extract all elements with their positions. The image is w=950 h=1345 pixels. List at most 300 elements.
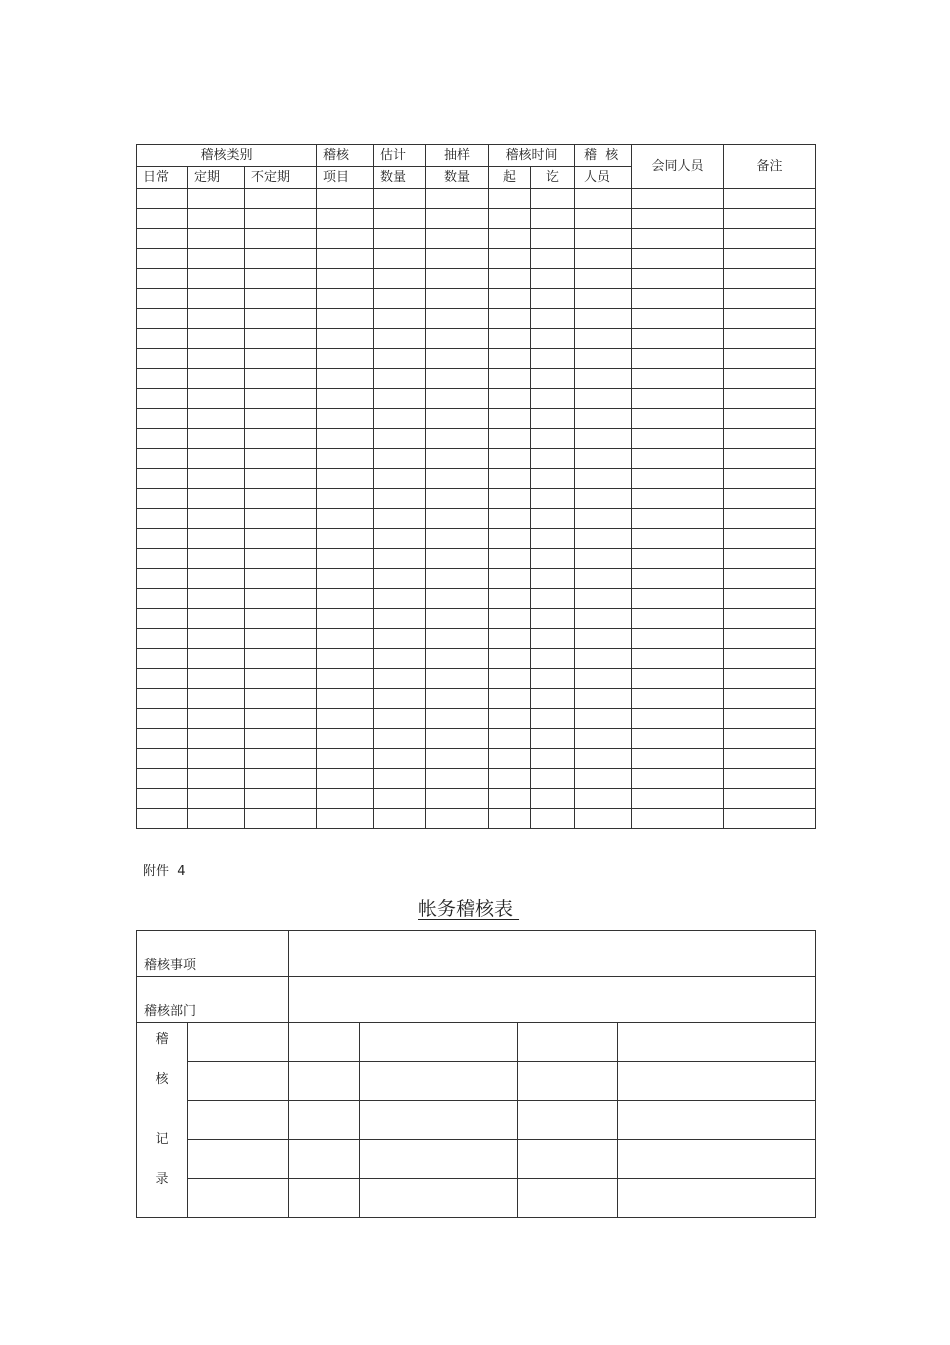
schedule-cell[interactable] [426, 329, 489, 349]
schedule-cell[interactable] [137, 629, 188, 649]
audit-record-cell[interactable] [360, 1179, 518, 1218]
schedule-cell[interactable] [137, 609, 188, 629]
schedule-cell[interactable] [531, 689, 575, 709]
schedule-cell[interactable] [374, 729, 426, 749]
schedule-cell[interactable] [489, 789, 531, 809]
schedule-cell[interactable] [374, 409, 426, 429]
schedule-cell[interactable] [426, 409, 489, 429]
schedule-cell[interactable] [188, 509, 245, 529]
schedule-cell[interactable] [426, 669, 489, 689]
schedule-cell[interactable] [374, 249, 426, 269]
audit-record-cell[interactable] [518, 1101, 618, 1140]
schedule-cell[interactable] [531, 409, 575, 429]
schedule-cell[interactable] [575, 409, 632, 429]
schedule-cell[interactable] [489, 389, 531, 409]
schedule-cell[interactable] [575, 329, 632, 349]
schedule-cell[interactable] [632, 369, 724, 389]
schedule-cell[interactable] [489, 409, 531, 429]
schedule-cell[interactable] [724, 329, 816, 349]
schedule-cell[interactable] [531, 249, 575, 269]
schedule-cell[interactable] [632, 229, 724, 249]
schedule-cell[interactable] [531, 569, 575, 589]
schedule-cell[interactable] [426, 309, 489, 329]
schedule-cell[interactable] [137, 369, 188, 389]
schedule-cell[interactable] [724, 349, 816, 369]
schedule-cell[interactable] [531, 609, 575, 629]
schedule-cell[interactable] [137, 209, 188, 229]
schedule-cell[interactable] [374, 449, 426, 469]
schedule-cell[interactable] [632, 569, 724, 589]
audit-record-cell[interactable] [618, 1101, 816, 1140]
schedule-cell[interactable] [374, 369, 426, 389]
schedule-cell[interactable] [426, 609, 489, 629]
schedule-cell[interactable] [575, 549, 632, 569]
schedule-cell[interactable] [374, 769, 426, 789]
schedule-cell[interactable] [426, 589, 489, 609]
schedule-cell[interactable] [632, 509, 724, 529]
schedule-cell[interactable] [426, 769, 489, 789]
schedule-cell[interactable] [632, 389, 724, 409]
schedule-cell[interactable] [575, 569, 632, 589]
audit-record-cell[interactable] [618, 1179, 816, 1218]
schedule-cell[interactable] [531, 589, 575, 609]
schedule-cell[interactable] [188, 469, 245, 489]
audit-record-cell[interactable] [618, 1140, 816, 1179]
schedule-cell[interactable] [188, 669, 245, 689]
schedule-cell[interactable] [489, 769, 531, 789]
schedule-cell[interactable] [188, 649, 245, 669]
schedule-cell[interactable] [426, 209, 489, 229]
schedule-cell[interactable] [137, 449, 188, 469]
schedule-cell[interactable] [374, 309, 426, 329]
schedule-cell[interactable] [724, 369, 816, 389]
schedule-cell[interactable] [426, 729, 489, 749]
audit-record-cell[interactable] [188, 1140, 289, 1179]
schedule-cell[interactable] [374, 469, 426, 489]
schedule-cell[interactable] [374, 269, 426, 289]
schedule-cell[interactable] [137, 589, 188, 609]
schedule-cell[interactable] [724, 309, 816, 329]
schedule-cell[interactable] [575, 189, 632, 209]
schedule-cell[interactable] [245, 729, 317, 749]
schedule-cell[interactable] [245, 709, 317, 729]
schedule-cell[interactable] [317, 409, 374, 429]
schedule-cell[interactable] [374, 329, 426, 349]
schedule-cell[interactable] [137, 569, 188, 589]
schedule-cell[interactable] [575, 489, 632, 509]
schedule-cell[interactable] [489, 309, 531, 329]
schedule-cell[interactable] [489, 289, 531, 309]
schedule-cell[interactable] [632, 769, 724, 789]
schedule-cell[interactable] [317, 529, 374, 549]
schedule-cell[interactable] [317, 449, 374, 469]
schedule-cell[interactable] [188, 609, 245, 629]
schedule-cell[interactable] [245, 369, 317, 389]
schedule-cell[interactable] [188, 529, 245, 549]
schedule-cell[interactable] [374, 629, 426, 649]
schedule-cell[interactable] [188, 409, 245, 429]
schedule-cell[interactable] [489, 589, 531, 609]
schedule-cell[interactable] [531, 729, 575, 749]
schedule-cell[interactable] [632, 589, 724, 609]
schedule-cell[interactable] [426, 469, 489, 489]
schedule-cell[interactable] [188, 369, 245, 389]
schedule-cell[interactable] [489, 449, 531, 469]
schedule-cell[interactable] [724, 589, 816, 609]
schedule-cell[interactable] [137, 649, 188, 669]
schedule-cell[interactable] [575, 389, 632, 409]
schedule-cell[interactable] [632, 649, 724, 669]
schedule-cell[interactable] [531, 229, 575, 249]
schedule-cell[interactable] [724, 669, 816, 689]
audit-matter-field[interactable] [289, 931, 816, 977]
schedule-cell[interactable] [374, 429, 426, 449]
schedule-cell[interactable] [575, 209, 632, 229]
schedule-cell[interactable] [137, 469, 188, 489]
audit-record-cell[interactable] [618, 1023, 816, 1062]
schedule-cell[interactable] [426, 809, 489, 829]
schedule-cell[interactable] [575, 509, 632, 529]
schedule-cell[interactable] [489, 569, 531, 589]
schedule-cell[interactable] [632, 189, 724, 209]
schedule-cell[interactable] [245, 749, 317, 769]
schedule-cell[interactable] [426, 349, 489, 369]
schedule-cell[interactable] [531, 489, 575, 509]
audit-record-cell[interactable] [289, 1101, 360, 1140]
schedule-cell[interactable] [245, 429, 317, 449]
schedule-cell[interactable] [245, 269, 317, 289]
schedule-cell[interactable] [245, 409, 317, 429]
schedule-cell[interactable] [317, 609, 374, 629]
schedule-cell[interactable] [374, 689, 426, 709]
schedule-cell[interactable] [188, 209, 245, 229]
schedule-cell[interactable] [724, 449, 816, 469]
schedule-cell[interactable] [531, 269, 575, 289]
schedule-cell[interactable] [137, 189, 188, 209]
schedule-cell[interactable] [724, 189, 816, 209]
schedule-cell[interactable] [374, 669, 426, 689]
schedule-cell[interactable] [426, 569, 489, 589]
schedule-cell[interactable] [317, 729, 374, 749]
schedule-cell[interactable] [489, 809, 531, 829]
audit-record-cell[interactable] [289, 1062, 360, 1101]
schedule-cell[interactable] [575, 789, 632, 809]
schedule-cell[interactable] [374, 489, 426, 509]
schedule-cell[interactable] [724, 289, 816, 309]
schedule-cell[interactable] [317, 429, 374, 449]
schedule-cell[interactable] [724, 269, 816, 289]
schedule-cell[interactable] [137, 429, 188, 449]
schedule-cell[interactable] [188, 769, 245, 789]
schedule-cell[interactable] [374, 649, 426, 669]
schedule-cell[interactable] [317, 709, 374, 729]
schedule-cell[interactable] [575, 269, 632, 289]
schedule-cell[interactable] [426, 269, 489, 289]
schedule-cell[interactable] [317, 549, 374, 569]
schedule-cell[interactable] [724, 469, 816, 489]
schedule-cell[interactable] [317, 689, 374, 709]
schedule-cell[interactable] [137, 509, 188, 529]
schedule-cell[interactable] [188, 629, 245, 649]
schedule-cell[interactable] [317, 369, 374, 389]
audit-record-cell[interactable] [518, 1179, 618, 1218]
schedule-cell[interactable] [724, 629, 816, 649]
schedule-cell[interactable] [575, 729, 632, 749]
schedule-cell[interactable] [575, 769, 632, 789]
schedule-cell[interactable] [245, 229, 317, 249]
schedule-cell[interactable] [374, 609, 426, 629]
schedule-cell[interactable] [531, 529, 575, 549]
schedule-cell[interactable] [632, 689, 724, 709]
schedule-cell[interactable] [724, 569, 816, 589]
schedule-cell[interactable] [575, 309, 632, 329]
schedule-cell[interactable] [724, 749, 816, 769]
schedule-cell[interactable] [245, 389, 317, 409]
schedule-cell[interactable] [632, 449, 724, 469]
schedule-cell[interactable] [489, 749, 531, 769]
schedule-cell[interactable] [137, 489, 188, 509]
schedule-cell[interactable] [724, 429, 816, 449]
schedule-cell[interactable] [245, 629, 317, 649]
schedule-cell[interactable] [317, 389, 374, 409]
schedule-cell[interactable] [531, 649, 575, 669]
schedule-cell[interactable] [245, 609, 317, 629]
audit-record-cell[interactable] [188, 1179, 289, 1218]
schedule-cell[interactable] [426, 629, 489, 649]
schedule-cell[interactable] [426, 709, 489, 729]
schedule-cell[interactable] [489, 669, 531, 689]
schedule-cell[interactable] [317, 309, 374, 329]
schedule-cell[interactable] [632, 629, 724, 649]
schedule-cell[interactable] [632, 669, 724, 689]
schedule-cell[interactable] [188, 489, 245, 509]
schedule-cell[interactable] [245, 309, 317, 329]
schedule-cell[interactable] [531, 809, 575, 829]
schedule-cell[interactable] [317, 509, 374, 529]
schedule-cell[interactable] [426, 749, 489, 769]
schedule-cell[interactable] [137, 529, 188, 549]
schedule-cell[interactable] [531, 289, 575, 309]
schedule-cell[interactable] [374, 809, 426, 829]
schedule-cell[interactable] [426, 229, 489, 249]
audit-record-cell[interactable] [360, 1062, 518, 1101]
schedule-cell[interactable] [489, 429, 531, 449]
schedule-cell[interactable] [374, 189, 426, 209]
schedule-cell[interactable] [245, 649, 317, 669]
schedule-cell[interactable] [245, 549, 317, 569]
schedule-cell[interactable] [317, 209, 374, 229]
schedule-cell[interactable] [489, 229, 531, 249]
schedule-cell[interactable] [724, 789, 816, 809]
schedule-cell[interactable] [317, 229, 374, 249]
schedule-cell[interactable] [489, 729, 531, 749]
schedule-cell[interactable] [374, 529, 426, 549]
schedule-cell[interactable] [531, 549, 575, 569]
schedule-cell[interactable] [426, 189, 489, 209]
schedule-cell[interactable] [489, 689, 531, 709]
schedule-cell[interactable] [245, 689, 317, 709]
schedule-cell[interactable] [632, 289, 724, 309]
audit-record-cell[interactable] [188, 1101, 289, 1140]
schedule-cell[interactable] [317, 649, 374, 669]
schedule-cell[interactable] [188, 289, 245, 309]
audit-record-cell[interactable] [360, 1140, 518, 1179]
schedule-cell[interactable] [317, 809, 374, 829]
schedule-cell[interactable] [137, 309, 188, 329]
schedule-cell[interactable] [489, 509, 531, 529]
schedule-cell[interactable] [245, 769, 317, 789]
schedule-cell[interactable] [724, 549, 816, 569]
schedule-cell[interactable] [531, 369, 575, 389]
schedule-cell[interactable] [137, 289, 188, 309]
schedule-cell[interactable] [489, 269, 531, 289]
audit-record-cell[interactable] [188, 1062, 289, 1101]
audit-record-cell[interactable] [360, 1101, 518, 1140]
schedule-cell[interactable] [632, 309, 724, 329]
schedule-cell[interactable] [188, 389, 245, 409]
schedule-cell[interactable] [188, 229, 245, 249]
schedule-cell[interactable] [575, 689, 632, 709]
schedule-cell[interactable] [632, 329, 724, 349]
schedule-cell[interactable] [188, 309, 245, 329]
audit-record-cell[interactable] [360, 1023, 518, 1062]
schedule-cell[interactable] [317, 349, 374, 369]
schedule-cell[interactable] [374, 389, 426, 409]
schedule-cell[interactable] [575, 669, 632, 689]
schedule-cell[interactable] [426, 389, 489, 409]
schedule-cell[interactable] [724, 529, 816, 549]
schedule-cell[interactable] [137, 789, 188, 809]
schedule-cell[interactable] [317, 789, 374, 809]
schedule-cell[interactable] [137, 749, 188, 769]
audit-record-cell[interactable] [188, 1023, 289, 1062]
schedule-cell[interactable] [374, 349, 426, 369]
schedule-cell[interactable] [724, 389, 816, 409]
schedule-cell[interactable] [575, 629, 632, 649]
schedule-cell[interactable] [724, 809, 816, 829]
schedule-cell[interactable] [374, 749, 426, 769]
schedule-cell[interactable] [374, 709, 426, 729]
schedule-cell[interactable] [489, 209, 531, 229]
schedule-cell[interactable] [317, 189, 374, 209]
schedule-cell[interactable] [137, 249, 188, 269]
audit-record-cell[interactable] [289, 1023, 360, 1062]
schedule-cell[interactable] [245, 569, 317, 589]
audit-record-cell[interactable] [518, 1140, 618, 1179]
schedule-cell[interactable] [575, 809, 632, 829]
schedule-cell[interactable] [489, 629, 531, 649]
schedule-cell[interactable] [531, 769, 575, 789]
schedule-cell[interactable] [317, 489, 374, 509]
schedule-cell[interactable] [489, 649, 531, 669]
schedule-cell[interactable] [531, 629, 575, 649]
schedule-cell[interactable] [632, 269, 724, 289]
schedule-cell[interactable] [245, 189, 317, 209]
schedule-cell[interactable] [317, 289, 374, 309]
schedule-cell[interactable] [426, 369, 489, 389]
schedule-cell[interactable] [137, 769, 188, 789]
schedule-cell[interactable] [188, 329, 245, 349]
schedule-cell[interactable] [188, 549, 245, 569]
schedule-cell[interactable] [632, 409, 724, 429]
schedule-cell[interactable] [374, 589, 426, 609]
schedule-cell[interactable] [531, 469, 575, 489]
schedule-cell[interactable] [632, 489, 724, 509]
schedule-cell[interactable] [426, 489, 489, 509]
schedule-cell[interactable] [724, 649, 816, 669]
audit-record-cell[interactable] [518, 1062, 618, 1101]
schedule-cell[interactable] [632, 249, 724, 269]
schedule-cell[interactable] [426, 689, 489, 709]
schedule-cell[interactable] [374, 209, 426, 229]
schedule-cell[interactable] [489, 709, 531, 729]
schedule-cell[interactable] [531, 509, 575, 529]
schedule-cell[interactable] [531, 309, 575, 329]
schedule-cell[interactable] [188, 269, 245, 289]
schedule-cell[interactable] [632, 209, 724, 229]
schedule-cell[interactable] [724, 409, 816, 429]
schedule-cell[interactable] [426, 509, 489, 529]
schedule-cell[interactable] [489, 469, 531, 489]
schedule-cell[interactable] [245, 469, 317, 489]
schedule-cell[interactable] [724, 769, 816, 789]
schedule-cell[interactable] [575, 369, 632, 389]
schedule-cell[interactable] [137, 669, 188, 689]
schedule-cell[interactable] [632, 609, 724, 629]
schedule-cell[interactable] [188, 449, 245, 469]
schedule-cell[interactable] [317, 469, 374, 489]
schedule-cell[interactable] [374, 789, 426, 809]
schedule-cell[interactable] [188, 709, 245, 729]
schedule-cell[interactable] [489, 529, 531, 549]
schedule-cell[interactable] [575, 349, 632, 369]
schedule-cell[interactable] [245, 589, 317, 609]
audit-record-cell[interactable] [289, 1140, 360, 1179]
schedule-cell[interactable] [245, 789, 317, 809]
schedule-cell[interactable] [245, 349, 317, 369]
schedule-cell[interactable] [426, 289, 489, 309]
schedule-cell[interactable] [317, 329, 374, 349]
schedule-cell[interactable] [426, 789, 489, 809]
schedule-cell[interactable] [575, 249, 632, 269]
schedule-cell[interactable] [188, 809, 245, 829]
schedule-cell[interactable] [317, 249, 374, 269]
schedule-cell[interactable] [489, 249, 531, 269]
schedule-cell[interactable] [188, 569, 245, 589]
schedule-cell[interactable] [531, 429, 575, 449]
schedule-cell[interactable] [724, 489, 816, 509]
schedule-cell[interactable] [426, 549, 489, 569]
schedule-cell[interactable] [531, 669, 575, 689]
schedule-cell[interactable] [575, 749, 632, 769]
schedule-cell[interactable] [245, 249, 317, 269]
schedule-cell[interactable] [489, 369, 531, 389]
schedule-cell[interactable] [317, 269, 374, 289]
schedule-cell[interactable] [724, 609, 816, 629]
schedule-cell[interactable] [531, 189, 575, 209]
schedule-cell[interactable] [632, 429, 724, 449]
schedule-cell[interactable] [188, 349, 245, 369]
schedule-cell[interactable] [426, 429, 489, 449]
schedule-cell[interactable] [575, 649, 632, 669]
schedule-cell[interactable] [245, 669, 317, 689]
schedule-cell[interactable] [137, 409, 188, 429]
schedule-cell[interactable] [632, 469, 724, 489]
schedule-cell[interactable] [575, 289, 632, 309]
schedule-cell[interactable] [489, 329, 531, 349]
schedule-cell[interactable] [489, 609, 531, 629]
schedule-cell[interactable] [245, 489, 317, 509]
